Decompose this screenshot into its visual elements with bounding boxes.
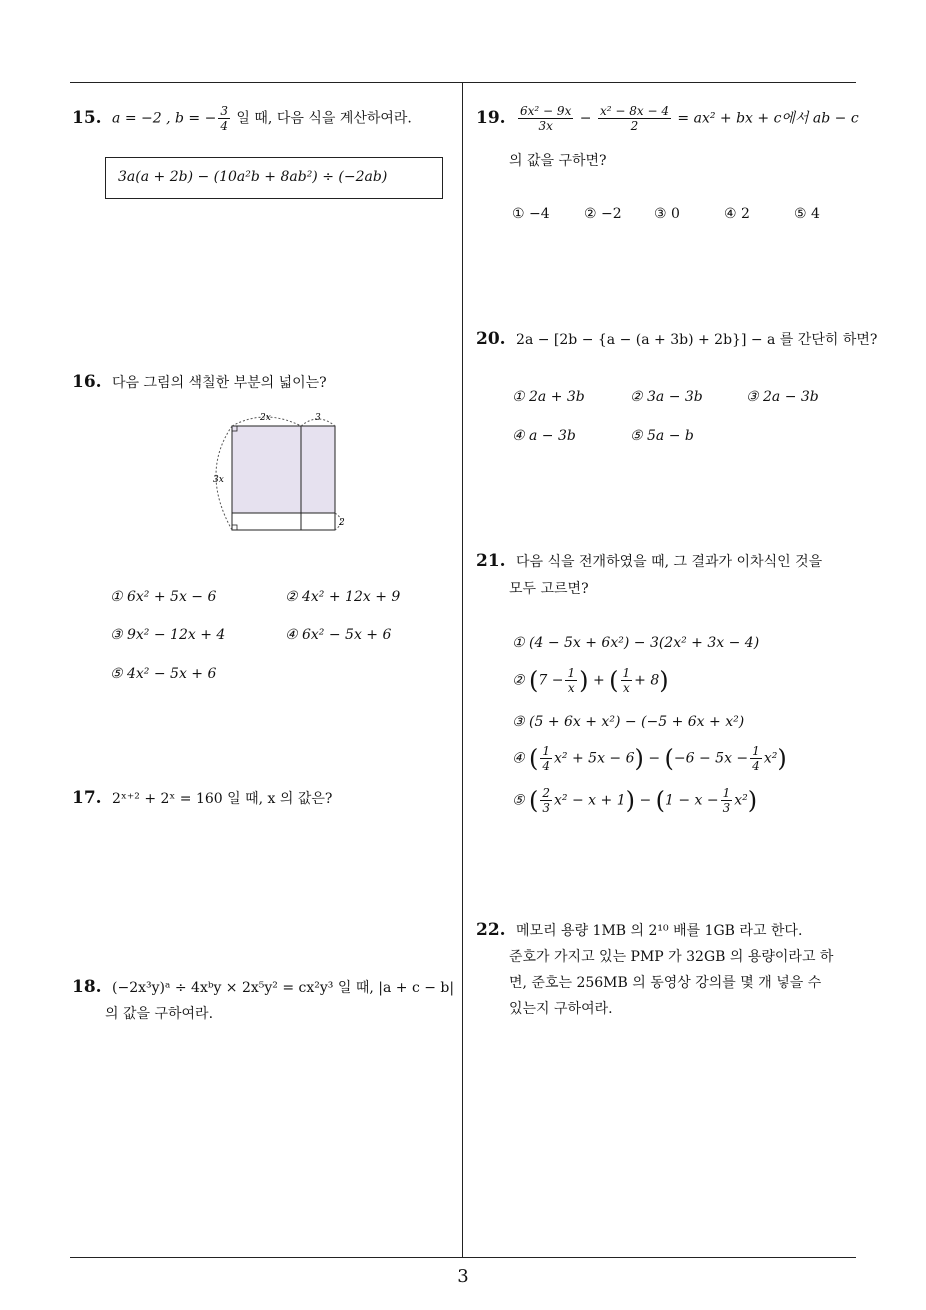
q22-text-line4: 있는지 구하여라. [509, 1001, 613, 1017]
q19-option-1: ① −4 [512, 206, 550, 222]
q15-condition: a = −2 , b = − [112, 110, 217, 127]
q19-option-2: ② −2 [584, 206, 622, 222]
question-15 [72, 104, 412, 133]
question-number: 22. [476, 920, 506, 940]
q16-option-1: ① 6x² + 5x − 6 [110, 589, 217, 605]
q22-text-line2: 준호가 가지고 있는 PMP 가 32GB 의 용량이라고 하 [509, 949, 834, 965]
q19-option-3: ③ 0 [654, 206, 680, 222]
q19-text: = ax² + bx + c에서 ab − c [677, 110, 859, 127]
question-number: 18. [72, 977, 102, 997]
q21-option-3: ③ (5 + 6x + x²) − (−5 + 6x + x²) [512, 714, 745, 730]
column-divider [462, 82, 463, 1258]
q16-text: 다음 그림의 색칠한 부분의 넓이는? [112, 375, 327, 391]
q21-option-4: ④ ( $\frac{1}{4}$ x² + 5x − 6) − (−6 − 5x − $\frac{1}{4}$ x²) [512, 744, 787, 773]
question-17 [72, 788, 332, 808]
question-18 [72, 977, 454, 997]
q22-text-line1: 메모리 용량 1MB 의 2¹⁰ 배를 1GB 라고 한다. [516, 923, 803, 939]
q15-text: 일 때, 다음 식을 계산하여라. [231, 110, 412, 127]
page-number: 3 [457, 1266, 469, 1287]
q19-option-4: ④ 2 [724, 206, 750, 222]
q20-option-4: ④ a − 3b [512, 428, 576, 444]
question-number: 20. [476, 329, 506, 349]
q16-option-4: ④ 6x² − 5x + 6 [285, 627, 392, 643]
q20-option-3: ③ 2a − 3b [746, 389, 819, 405]
label-3x: 3x [213, 475, 224, 485]
question-22 [476, 920, 802, 940]
q16-figure [205, 408, 355, 538]
q17-text: 2ˣ⁺² + 2ˣ = 160 일 때, x 의 값은? [112, 791, 333, 807]
q20-option-5: ⑤ 5a − b [630, 428, 694, 444]
question-number: 16. [72, 372, 102, 392]
label-2: 2 [339, 518, 345, 528]
label-3: 3 [315, 413, 321, 423]
question-number: 19. [476, 107, 506, 128]
q21-option-2: ② (7 − $\frac{1}{x}$ ) + ( $\frac{1}{x}$ + 8) [512, 666, 669, 695]
q16-option-3: ③ 9x² − 12x + 4 [110, 627, 226, 643]
q20-text: 2a − [2b − {a − (a + 3b) + 2b}] − a 를 간단히 하면? [516, 332, 878, 348]
q21-option-1: ① (4 − 5x + 6x²) − 3(2x² + 3x − 4) [512, 635, 760, 651]
q19-option-5: ⑤ 4 [794, 206, 820, 222]
question-16 [72, 372, 327, 392]
question-number: 17. [72, 788, 102, 808]
question-20 [476, 329, 877, 349]
question-19 [476, 104, 859, 133]
bottom-rule [70, 1257, 856, 1258]
q18-text-line2: 의 값을 구하여라. [105, 1006, 214, 1022]
q16-option-5: ⑤ 4x² − 5x + 6 [110, 666, 217, 682]
shaded-region [232, 426, 335, 513]
label-2x: 2x [260, 413, 271, 423]
q21-option-5: ⑤ ( $\frac{2}{3}$ x² − x + 1) − (1 − x − $\frac{1}{3}$ x²) [512, 786, 758, 815]
q20-option-2: ② 3a − 3b [630, 389, 703, 405]
q15-formula-box: 3a(a + 2b) − (10a²b + 8ab²) ÷ (−2ab) [105, 157, 443, 199]
q22-text-line3: 면, 준호는 256MB 의 동영상 강의를 몇 개 넣을 수 [509, 975, 822, 991]
q15-fraction: $\frac{3}{4}$ [220, 104, 228, 133]
question-21 [476, 551, 822, 571]
q16-option-2: ② 4x² + 12x + 9 [285, 589, 401, 605]
top-rule [70, 82, 856, 83]
q18-text-line1: (−2x³y)ᵃ ÷ 4xᵇy × 2x⁵y² = cx²y³ 일 때, |a + c − b| [112, 980, 455, 996]
question-number: 15. [72, 107, 102, 128]
question-number: 21. [476, 551, 506, 571]
q21-text-line1: 다음 식을 전개하였을 때, 그 결과가 이차식인 것을 [516, 554, 823, 570]
q19-fraction-1: $\frac{\text{6x² − 9x}}{3x}$ [520, 104, 572, 133]
q19-fraction-2: $\frac{\text{x² − 8x − 4}}{2}$ [599, 104, 669, 133]
q21-text-line2: 모두 고르면? [509, 581, 589, 597]
bottom-strip [232, 513, 335, 530]
q19-minus: − [579, 110, 592, 127]
q19-text-line2: 의 값을 구하면? [509, 153, 607, 169]
q20-option-1: ① 2a + 3b [512, 389, 585, 405]
